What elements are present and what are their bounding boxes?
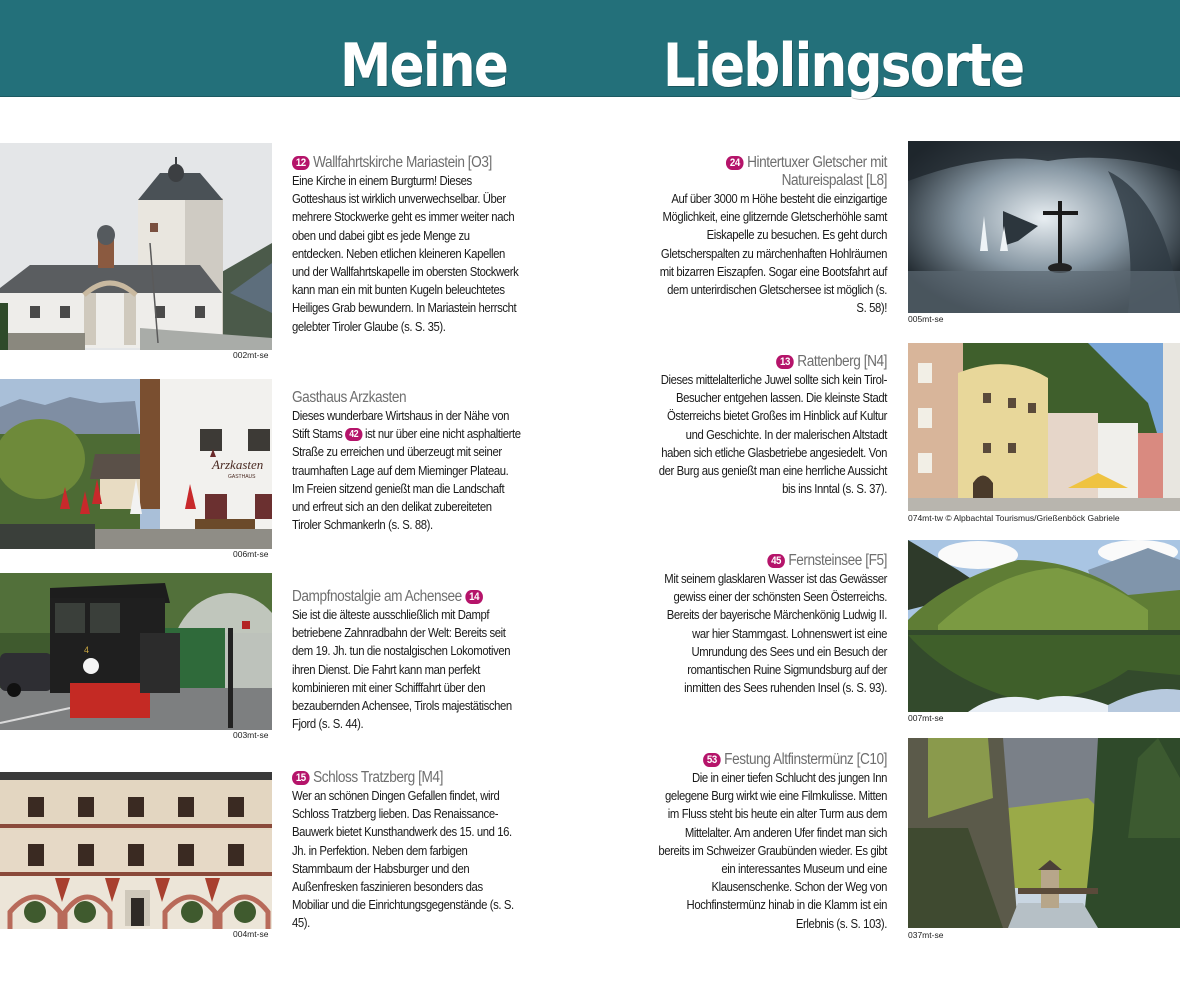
location-number-badge: 14 [465, 590, 483, 604]
entry-hintertuxer-gletscher [657, 154, 887, 317]
page-header [0, 0, 1180, 101]
location-number-badge: 42 [345, 428, 362, 441]
entry-rattenberg [657, 353, 887, 498]
gorge-river-photo [908, 738, 1180, 928]
photo-caption: 037mt-se [908, 930, 944, 940]
location-number-badge: 12 [292, 156, 310, 170]
entry-fernsteinsee [657, 552, 887, 697]
ice-cave-photo [908, 141, 1180, 313]
entry-text: Dieses wunderbare Wirtshaus in der Nähe von Stift Stams 42 ist nur über eine nicht asphaltierte Straße zu erreichen und überzeugt mit seiner traumhaften Lage auf dem Mieminger Plateau. Im Freien sitzend genießt man die Landschaft und erfreut sich an den delikat zubereiteten Tiroler Schmankerln (s. S. 88). [292, 408, 521, 533]
entry-text: Sie ist die älteste ausschließlich mit Dampf betriebene Zahnradbahn der Welt: Bereits seit dem 19. Jh. tun die nostalgischen Lokomotiven ihren Dienst. Die Fahrt kann man perfekt kombinieren mit einer Schifffahrt über den bezaubernden Achensee, Tirols majestätischen Fjord (s. S. 44). [292, 607, 512, 732]
svg-text:4: 4 [84, 645, 90, 655]
entry-title: 13 Rattenberg [N4] [658, 353, 887, 371]
entry-gasthaus-arzkasten [292, 389, 522, 534]
location-number-badge: 13 [776, 355, 794, 369]
entry-title: 12 Wallfahrtskirche Mariastein [O3] [292, 154, 521, 172]
lake-reflection-photo [908, 540, 1180, 712]
entry-title: 53 Festung Altfinstermünz [C10] [658, 751, 887, 769]
photo-caption: 002mt-se [233, 350, 269, 360]
entry-title: 15 Schloss Tratzberg [M4] [292, 769, 521, 787]
entry-dampfnostalgie-achensee [292, 588, 522, 733]
entry-text: Eine Kirche in einem Burgturm! Dieses Gotteshaus ist wirklich unverwechselbar. Über mehrere Stockwerke geht es immer weiter nach oben und dabei gibt es jede Menge zu entdecken. Neben etlichen kleineren Kapellen und der Wallfahrtskapelle im obersten Stockwerk kann man ein mit bunten Kugeln beleuchtetes Heiliges Grab bewundern. In Mariastein herrscht gelebter Tiroler Glaube (s. S. 35). [292, 173, 519, 334]
castle-facade-photo [0, 772, 272, 929]
entry-title: Gasthaus Arzkasten [292, 389, 407, 406]
guesthouse-sign: Arzkasten [212, 457, 264, 472]
entry-title: Dampfnostalgie am Achensee 14 [292, 588, 521, 606]
old-town-photo [908, 343, 1180, 511]
church-tower-photo [0, 143, 272, 350]
photo-caption: 007mt-se [908, 713, 944, 723]
photo-caption: 006mt-se [233, 549, 269, 559]
location-number-badge: 15 [292, 771, 310, 785]
entry-title: 45 Fernsteinsee [F5] [658, 552, 887, 570]
svg-text:GASTHAUS: GASTHAUS [228, 474, 256, 480]
entry-text: Mit seinem glasklaren Wasser ist das Gewässer gewiss einer der schönsten Seen Österreichs. Bereits der bayerische Märchenkönig Ludwig II. war hier Stammgast. Lohnenswert ist eine Umrundung des Sees und ein Besuch der romantischen Ruine Sigmundsburg auf der inmitten des Sees ruhenden Insel (s. S. 93). [664, 571, 887, 696]
photo-caption: 004mt-se [233, 929, 269, 939]
entry-schloss-tratzberg [292, 769, 522, 933]
location-number-badge: 45 [767, 554, 785, 568]
photo-caption: 003mt-se [233, 730, 269, 740]
location-number-badge: 53 [703, 753, 721, 767]
entry-text: Die in einer tiefen Schlucht des jungen Inn gelegene Burg wirkt wie eine Filmkulisse. Mitten im Fluss steht bis heute ein alter Turm aus dem Mittelalter. Am anderen Ufer findet man sich bereits im Schweizer Graubünden wieder. Es gibt ein interessantes Museum und eine Klausenschenke. Schon der Weg von Hochfinstermünz hinab in die Klamm ist ein Erlebnis (s. S. 103). [658, 770, 887, 931]
page-title-word-2: Lieblingsorte [663, 31, 1024, 101]
page-title-word-1: Meine [340, 31, 508, 101]
entry-wallfahrtskirche-mariastein [292, 154, 522, 336]
entry-text: Wer an schönen Dingen Gefallen findet, wird Schloss Tratzberg lieben. Das Renaissance-Bauwerk bietet Kunsthandwerk des 15. und 16. Jh. in Perfektion. Neben dem farbigen Stammbaum der Habsburger und den Außenfresken faszinieren besonders das Mobiliar und die Einrichtungsgegenstände (s. S. 45). [292, 788, 514, 931]
entry-text: Auf über 3000 m Höhe besteht die einzigartige Möglichkeit, eine glitzernde Gletscherhöhle samt Eiskapelle zu besuchen. Es geht durch Gletscherspalten zu märchenhaften Hohlräumen mit bizarren Eiszapfen. Sogar eine Bootsfahrt auf dem unterirdischen Gletschersee ist möglich (s. S. 58)! [659, 191, 887, 316]
steam-train-photo [0, 573, 272, 730]
guesthouse-photo [0, 379, 272, 549]
photo-caption: 005mt-se [908, 314, 944, 324]
entry-title: 24 Hintertuxer Gletscher mit Natureispalast [L8] [658, 154, 887, 190]
entry-text: Dieses mittelalterliche Juwel sollte sich kein Tirol-Besucher entgehen lassen. Die kleinste Stadt Österreichs bietet Großes im Hinblick auf Kultur und Geschichte. In der malerischen Altstadt haben sich etliche Glasbetriebe angesiedelt. Von der Burg aus genießt man eine herrliche Aussicht bis ins Inntal (s. S. 37). [658, 372, 887, 497]
location-number-badge: 24 [726, 156, 744, 170]
entry-festung-altfinstermuenz [657, 751, 887, 933]
photo-caption: 074mt-tw © Alpbachtal Tourismus/Grießenböck Gabriele [908, 513, 1120, 523]
